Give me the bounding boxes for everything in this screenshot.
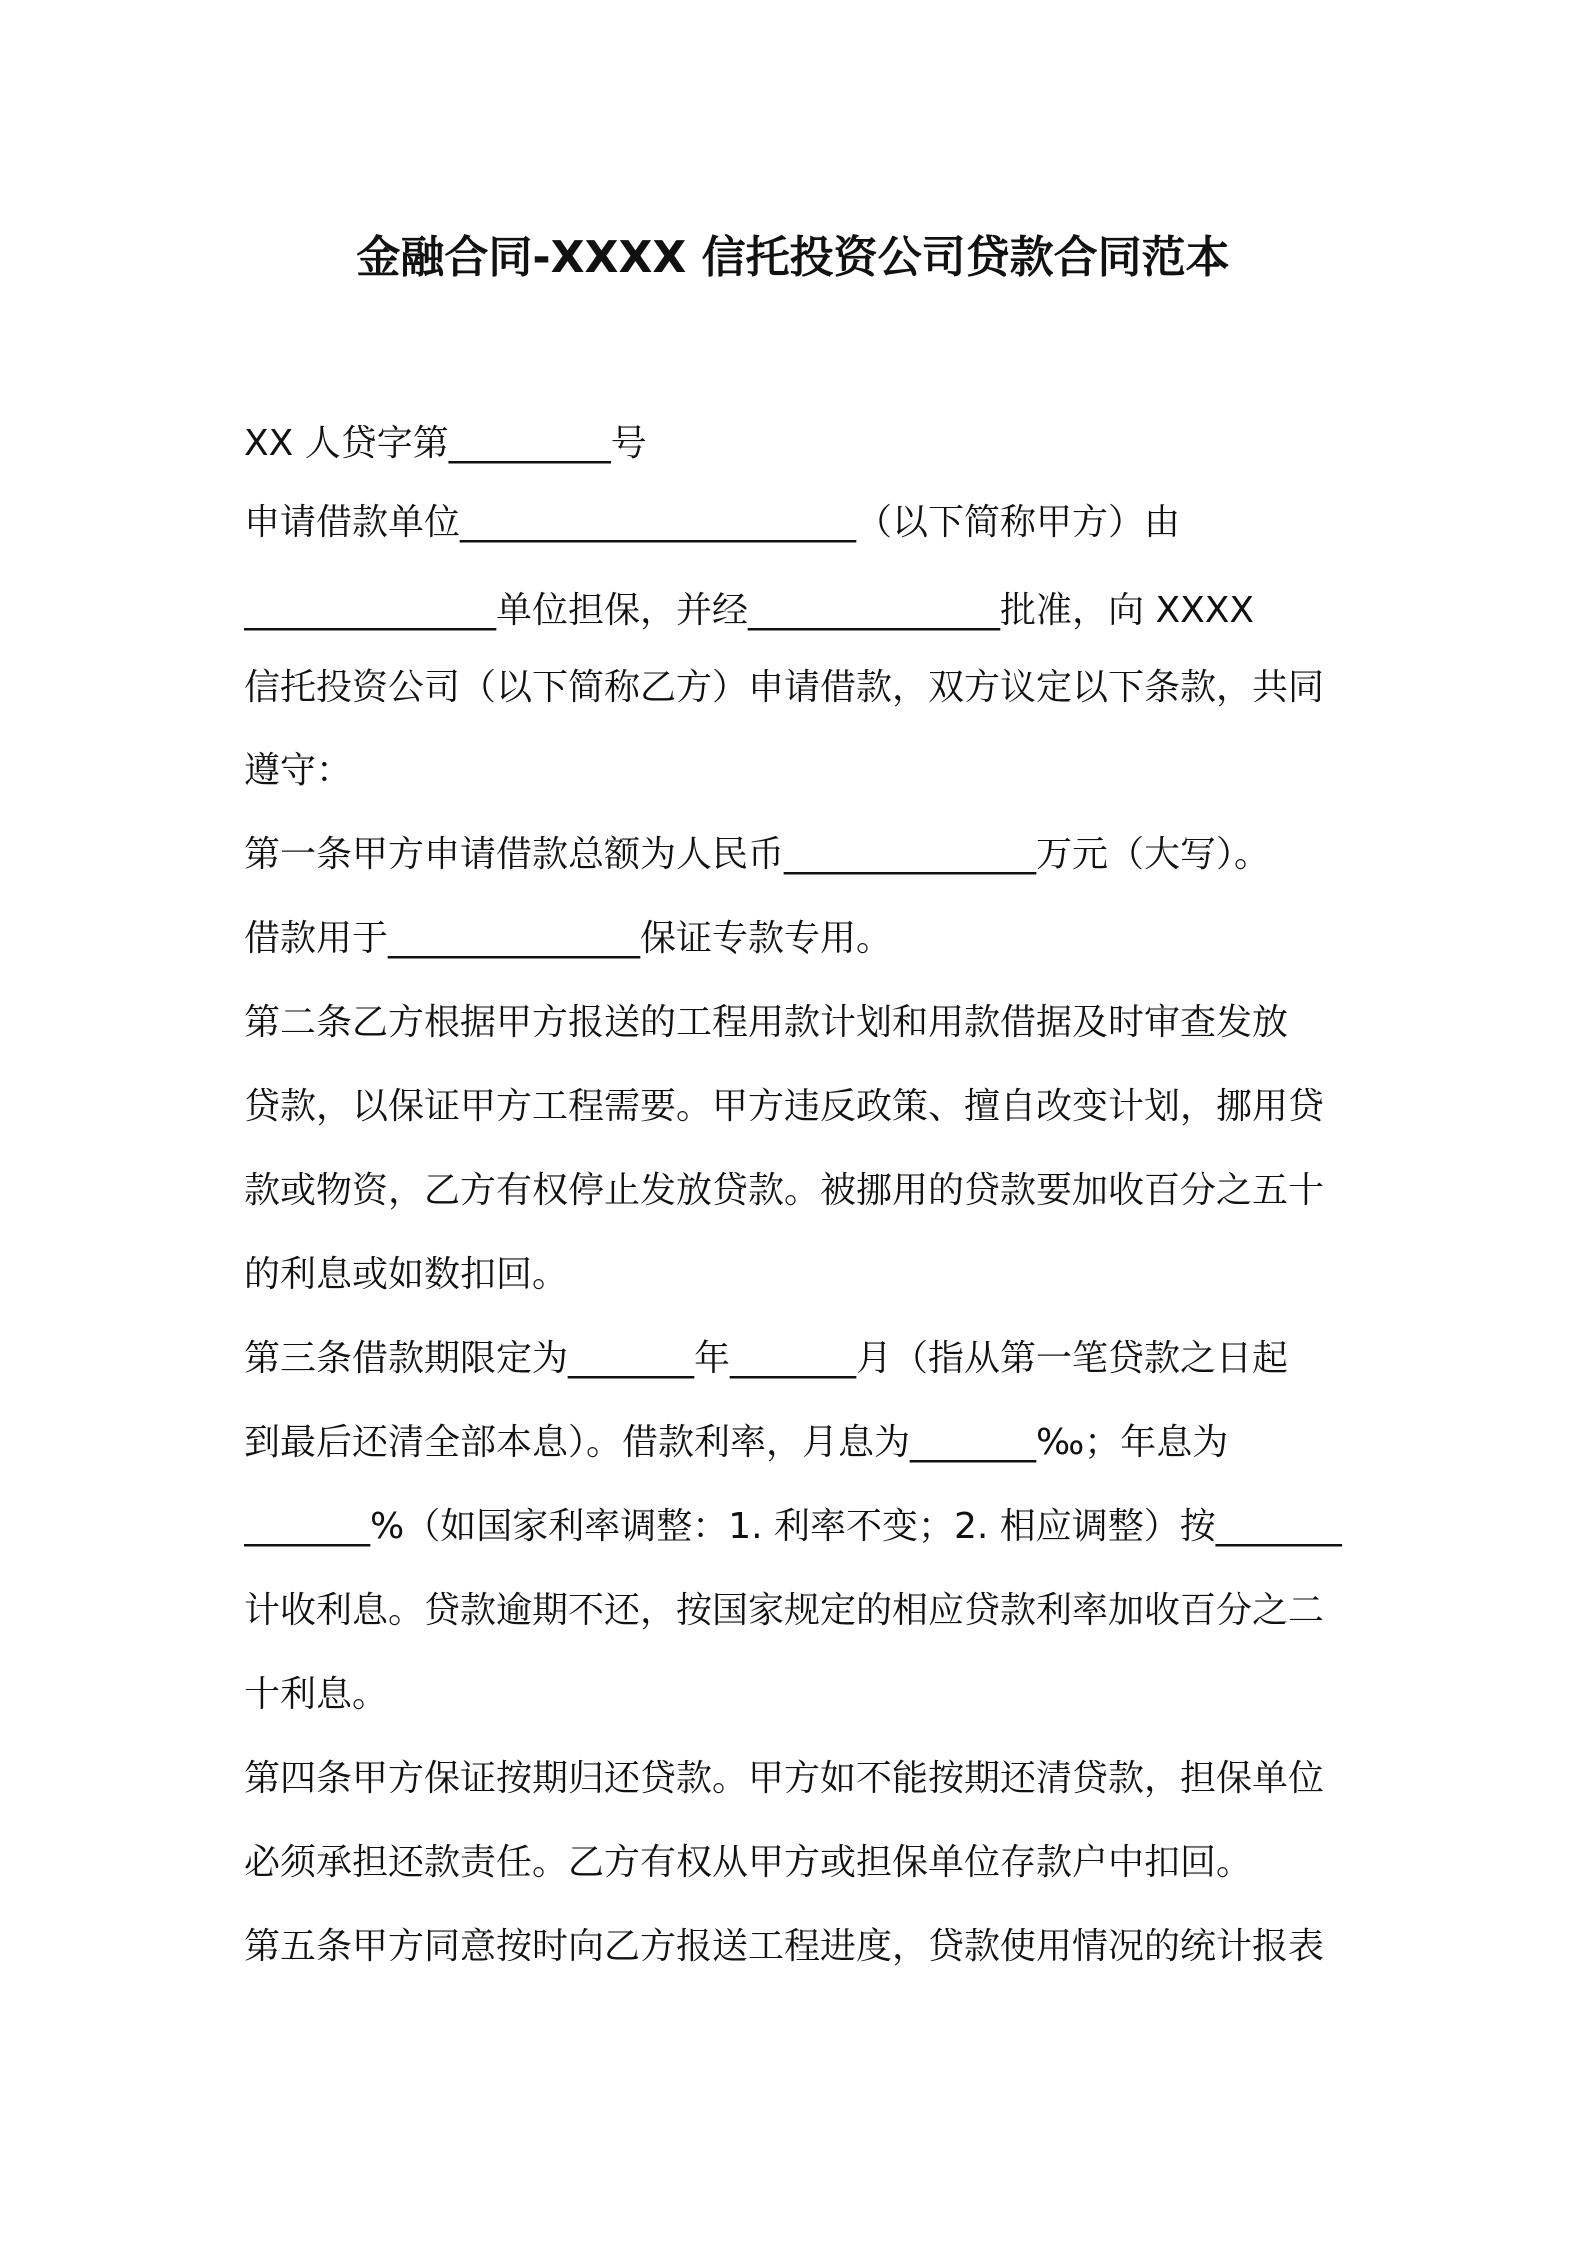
article-5-line: 第五条甲方同意按时向乙方报送工程进度，贷款使用情况的统计报表 bbox=[244, 1926, 1325, 1967]
paragraph-line: 必须承担还款责任。乙方有权从甲方或担保单位存款户中扣回。 bbox=[244, 1842, 1253, 1883]
paragraph-line: 申请借款单位______________________（以下简称甲方）由 bbox=[244, 502, 1181, 543]
paragraph-line: 款或物资，乙方有权停止发放贷款。被挪用的贷款要加收百分之五十 bbox=[244, 1170, 1325, 1211]
article-4-line: 第四条甲方保证按期归还贷款。甲方如不能按期还清贷款，担保单位 bbox=[244, 1758, 1325, 1799]
paragraph-line: 十利息。 bbox=[244, 1674, 389, 1715]
paragraph-line: 贷款，以保证甲方工程需要。甲方违反政策、擅自改变计划，挪用贷 bbox=[244, 1086, 1325, 1127]
paragraph-line: 遵守： bbox=[244, 750, 353, 791]
article-3-line: 第三条借款期限定为_______年_______月（指从第一笔贷款之日起 bbox=[244, 1338, 1289, 1379]
article-1-line: 第一条甲方申请借款总额为人民币______________万元（大写）。 bbox=[244, 834, 1271, 875]
paragraph-line: 计收利息。贷款逾期不还，按国家规定的相应贷款利率加收百分之二 bbox=[244, 1590, 1325, 1631]
paragraph-line: ______________单位担保，并经______________批准，向 XXXX bbox=[244, 590, 1255, 631]
contract-number-line: XX 人贷字第_________号 bbox=[244, 423, 647, 464]
document-title: 金融合同-XXXX 信托投资公司贷款合同范本 bbox=[356, 232, 1230, 283]
article-2-line: 第二条乙方根据甲方报送的工程用款计划和用款借据及时审查发放 bbox=[244, 1002, 1289, 1043]
paragraph-line: 到最后还清全部本息）。借款利率，月息为_______‰；年息为 bbox=[244, 1422, 1229, 1463]
paragraph-line: _______%（如国家利率调整：1. 利率不变；2. 相应调整）按_______ bbox=[244, 1506, 1342, 1547]
paragraph-line: 信托投资公司（以下简称乙方）申请借款，双方议定以下条款，共同 bbox=[244, 667, 1325, 708]
paragraph-line: 借款用于______________保证专款专用。 bbox=[244, 918, 893, 959]
paragraph-line: 的利息或如数扣回。 bbox=[244, 1254, 569, 1295]
